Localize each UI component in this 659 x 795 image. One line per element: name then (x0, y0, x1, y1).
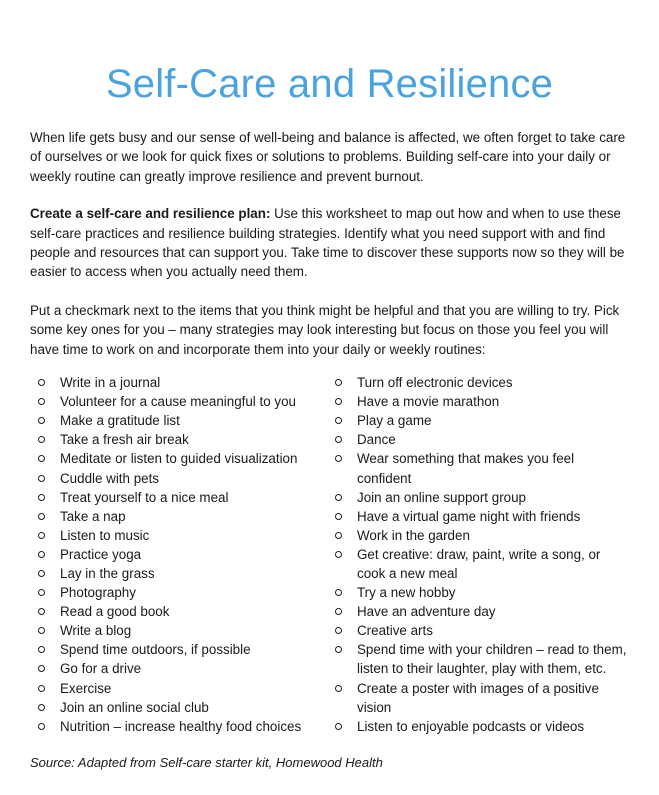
checklist-item[interactable] (335, 507, 629, 526)
checkbox-circle-icon[interactable] (38, 570, 45, 577)
checkbox-circle-icon[interactable] (335, 551, 342, 558)
checkbox-circle-icon[interactable] (335, 589, 342, 596)
checklist-item[interactable] (38, 545, 332, 564)
checklist-item[interactable] (38, 679, 332, 698)
checkbox-circle-icon[interactable] (335, 685, 342, 692)
checklist-item[interactable] (335, 583, 629, 602)
checklist-item[interactable] (335, 545, 629, 583)
checklist-item[interactable] (335, 392, 629, 411)
plan-body: Use this worksheet to map out how and when to use these self-care practices and resilience building strategies. Identify what you need support with and find people and resources that can support you. Take time to discover these supports now so they will be easier to access when you actually need them. (30, 206, 625, 280)
checklist-item-label: Try a new hobby (357, 585, 456, 601)
checkbox-circle-icon[interactable] (38, 685, 45, 692)
checkbox-circle-icon[interactable] (38, 665, 45, 672)
page-title: Self-Care and Resilience (105, 62, 554, 106)
checklist-item[interactable] (38, 430, 332, 449)
checkbox-circle-icon[interactable] (38, 494, 45, 501)
checklist-item[interactable] (335, 526, 629, 545)
checklist-item-label: Meditate or listen to guided visualization (60, 451, 298, 467)
checklist-item-label: Lay in the grass (60, 566, 155, 581)
checkbox-circle-icon[interactable] (38, 608, 45, 615)
checkbox-circle-icon[interactable] (38, 417, 45, 424)
checklist-item-label: Have an adventure day (357, 604, 496, 620)
checklist-item[interactable] (38, 698, 332, 717)
intro-emphasis: Building self-care into your daily or weekly routine can greatly improve resilience and prevent burnout. (30, 149, 611, 184)
checkbox-circle-icon[interactable] (38, 551, 45, 558)
checkbox-circle-icon[interactable] (335, 646, 342, 653)
checklist-item-label: Join an online support group (357, 489, 526, 505)
checklist-item[interactable] (38, 583, 332, 602)
checkbox-circle-icon[interactable] (38, 475, 45, 482)
checklist-item-label: Take a fresh air break (60, 432, 189, 448)
checkbox-circle-icon[interactable] (335, 723, 342, 730)
checklist-item[interactable] (38, 526, 332, 545)
checklist-item-label: Take a nap (60, 508, 126, 524)
checkbox-circle-icon[interactable] (38, 379, 45, 386)
checklist-item[interactable] (335, 621, 629, 640)
checkbox-circle-icon[interactable] (335, 436, 342, 443)
checklist-item[interactable] (335, 449, 629, 487)
checkbox-circle-icon[interactable] (38, 589, 45, 596)
checklist-item[interactable] (38, 621, 332, 640)
checklist-item[interactable] (335, 411, 629, 430)
checklist-item-label: Treat yourself to a nice meal (60, 489, 229, 505)
checkbox-circle-icon[interactable] (38, 646, 45, 653)
checklist-item-label: Get creative: draw, paint, write a song, or cook a new meal (357, 546, 601, 581)
checkbox-circle-icon[interactable] (335, 455, 342, 462)
checklist-item-label: Practice yoga (60, 546, 142, 562)
plan-paragraph (30, 204, 629, 282)
checklist-item-label: Work in the garden (357, 527, 470, 543)
checklist-item[interactable] (38, 488, 332, 507)
checklist-item-label: Wear something that makes you feel confident (357, 451, 575, 486)
checkbox-circle-icon[interactable] (335, 513, 342, 520)
checklist-item-label: Exercise (60, 680, 112, 696)
checklist-item[interactable] (335, 640, 629, 678)
checkbox-circle-icon[interactable] (335, 627, 342, 634)
checklist-item-label: Nutrition – increase healthy food choices (60, 718, 302, 734)
checklist-item-label: Spend time outdoors, if possible (60, 642, 251, 658)
checklist-item[interactable] (38, 564, 332, 583)
source-citation: Source: Adapted from Self-care starter kit, Homewood Health (30, 754, 383, 770)
checklist-item-label: Write a blog (60, 623, 132, 639)
checklist-item-label: Write in a journal (60, 375, 161, 391)
checklist-item-label: Cuddle with pets (60, 470, 159, 486)
checkbox-circle-icon[interactable] (38, 398, 45, 405)
checklist-item-label: Creative arts (357, 623, 433, 639)
checkbox-circle-icon[interactable] (38, 513, 45, 520)
checklist-item-label: Have a movie marathon (357, 394, 500, 410)
checkbox-circle-icon[interactable] (38, 723, 45, 730)
checklist-item-label: Spend time with your children – read to them, listen to their laughter, play with them, etc. (357, 642, 627, 677)
checkbox-circle-icon[interactable] (335, 494, 342, 501)
checklist-item[interactable] (38, 717, 332, 736)
checklist-item-label: Go for a drive (60, 661, 142, 677)
checkbox-circle-icon[interactable] (335, 379, 342, 386)
checklist-item[interactable] (38, 602, 332, 621)
checklist-item[interactable] (38, 469, 332, 488)
strategy-lists (30, 373, 629, 736)
checklist-item[interactable] (38, 659, 332, 678)
checkbox-circle-icon[interactable] (38, 627, 45, 634)
checklist-item-label: Have a virtual game night with friends (357, 508, 581, 524)
checklist-item[interactable] (335, 488, 629, 507)
checklist-item[interactable] (38, 411, 332, 430)
checklist-item-label: Listen to music (60, 527, 150, 543)
checklist-item[interactable] (38, 392, 332, 411)
checklist-item[interactable] (38, 373, 332, 392)
checklist-item-label: Dance (357, 432, 396, 448)
checklist-item-label: Turn off electronic devices (357, 375, 513, 391)
checklist-item-label: Play a game (357, 413, 432, 429)
checkbox-circle-icon[interactable] (335, 608, 342, 615)
checklist-item[interactable] (335, 373, 629, 392)
right-strategy-list (332, 373, 629, 736)
checklist-item[interactable] (38, 640, 332, 659)
checklist-item-label: Join an online social club (60, 699, 209, 715)
checkbox-circle-icon[interactable] (38, 704, 45, 711)
checkbox-circle-icon[interactable] (38, 532, 45, 539)
plan-heading: Create a self-care and resilience plan: (30, 206, 271, 222)
checkbox-circle-icon[interactable] (335, 417, 342, 424)
checkbox-circle-icon[interactable] (38, 436, 45, 443)
checklist-item-label: Volunteer for a cause meaningful to you (60, 394, 296, 410)
checklist-item[interactable] (335, 717, 629, 736)
checklist-item[interactable] (335, 430, 629, 449)
instructions-paragraph: Put a checkmark next to the items that you think might be helpful and that you are willing to try. Pick some key ones for you – many strategies may look interesting but focus on those you feel you will have time to work on and incorporate them into your daily or weekly routines: (30, 302, 620, 357)
left-strategy-list (30, 373, 332, 736)
checklist-item-label: Create a poster with images of a positive vision (357, 680, 599, 715)
checklist-item-label: Photography (60, 585, 136, 601)
checklist-item-label: Listen to enjoyable podcasts or videos (357, 718, 585, 734)
checklist-item-label: Make a gratitude list (60, 413, 180, 429)
checkbox-circle-icon[interactable] (335, 532, 342, 539)
checklist-item[interactable] (38, 449, 332, 468)
checkbox-circle-icon[interactable] (38, 455, 45, 462)
intro-paragraph (30, 128, 629, 186)
checkbox-circle-icon[interactable] (335, 398, 342, 405)
intro-text: When life gets busy and our sense of well-being and balance is affected, we often forget to take care of ourselves or we look for quick fixes or solutions to problems. (30, 130, 626, 165)
checklist-item-label: Read a good book (60, 604, 170, 620)
checklist-item[interactable] (335, 679, 629, 717)
checklist-item[interactable] (38, 507, 332, 526)
checklist-item[interactable] (335, 602, 629, 621)
